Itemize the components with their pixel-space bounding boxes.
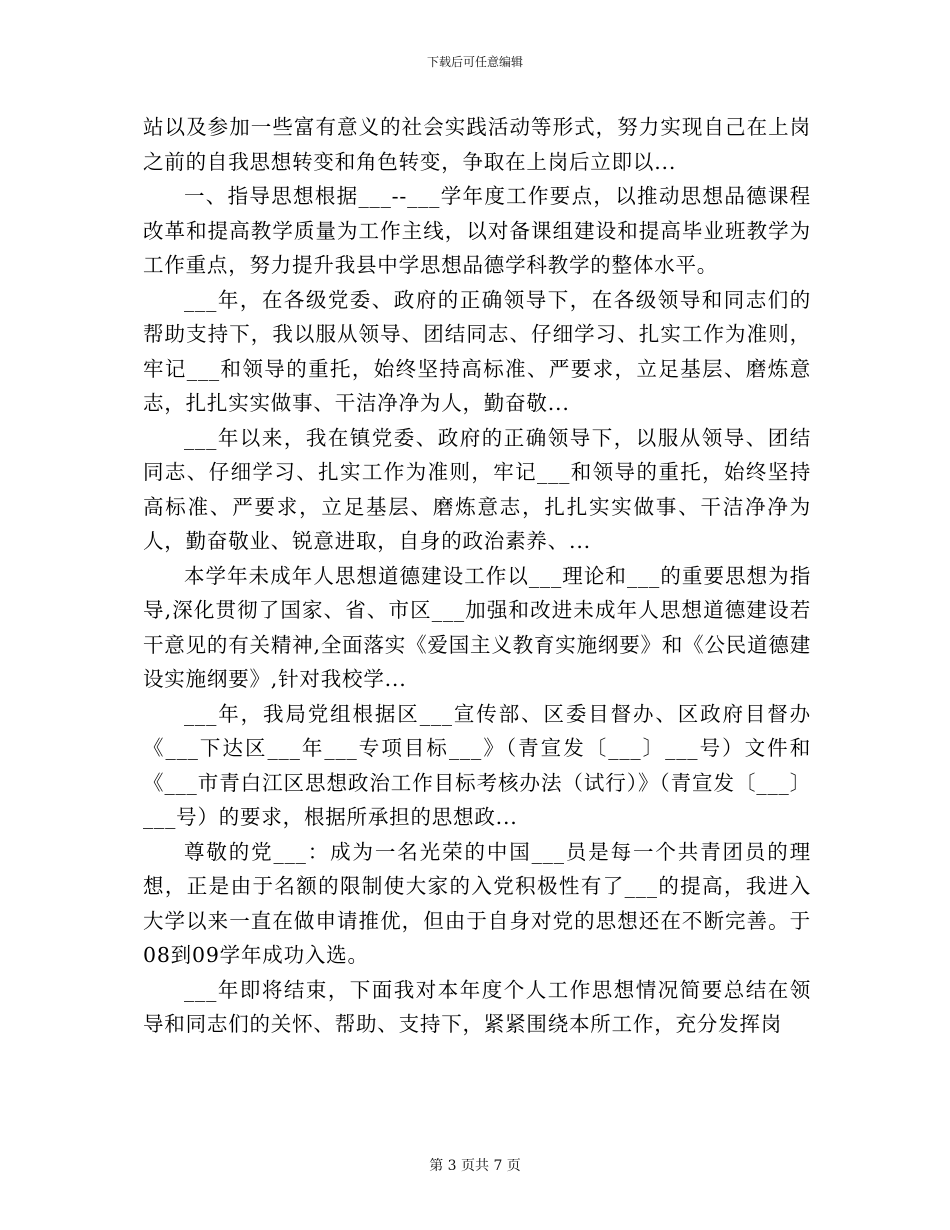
paragraph-3: ___年，在各级党委、政府的正确领导下，在各级领导和同志们的帮助支持下，我以服从领导、团结同志、仔细学习、扎实工作为准则，牢记___和领导的重托，始终坚持高标准、严要求，立足基层、磨炼意志，扎扎实实做事、干洁净净为人，勤奋敬... — [143, 287, 811, 415]
paragraph-6: ___年，我局党组根据区___宣传部、区委目督办、区政府目督办《___下达区___年___专项目标___》（青宣发〔___〕___号）文件和《___市青白江区思想政治工作目标考核办法（试行）》（青宣发〔___〕___号）的要求，根据所承担的思想政... — [143, 701, 811, 829]
paragraph-8: ___年即将结束，下面我对本年度个人工作思想情况简要总结在领导和同志们的关怀、帮助、支持下，紧紧围绕本所工作，充分发挥岗 — [143, 977, 811, 1036]
page-number: 第 3 页共 7 页 — [429, 1158, 521, 1174]
paragraph-2: 一、指导思想根据___--___学年度工作要点，以推动思想品德课程改革和提高教学质量为工作主线，以对备课组建设和提高毕业班教学为工作重点，努力提升我县中学思想品德学科教学的整体水平。 — [143, 184, 811, 277]
paragraph-1: 站以及参加一些富有意义的社会实践活动等形式，努力实现自己在上岗之前的自我思想转变和角色转变，争取在上岗后立即以... — [143, 115, 811, 174]
document-body — [143, 110, 811, 1042]
page-header-note: 下载后可任意编辑 — [426, 55, 523, 69]
paragraph-4: ___年以来，我在镇党委、政府的正确领导下，以服从领导、团结同志、仔细学习、扎实工作为准则，牢记___和领导的重托，始终坚持高标准、严要求，立足基层、磨炼意志，扎扎实实做事、干洁净净为人，勤奋敬业、锐意进取，自身的政治素养、... — [143, 425, 811, 553]
paragraph-7: 尊敬的党___：成为一名光荣的中国___员是每一个共青团员的理想，正是由于名额的限制使大家的入党积极性有了___的提高，我进入大学以来一直在做申请推优，但由于自身对党的思想还在不断完善。于08到09学年成功入选。 — [143, 839, 811, 967]
paragraph-5: 本学年未成年人思想道德建设工作以___理论和___的重要思想为指导,深化贯彻了国家、省、市区___加强和改进未成年人思想道德建设若干意见的有关精神,全面落实《爱国主义教育实施纲要》和《公民道德建设实施纲要》,针对我校学... — [143, 563, 811, 691]
